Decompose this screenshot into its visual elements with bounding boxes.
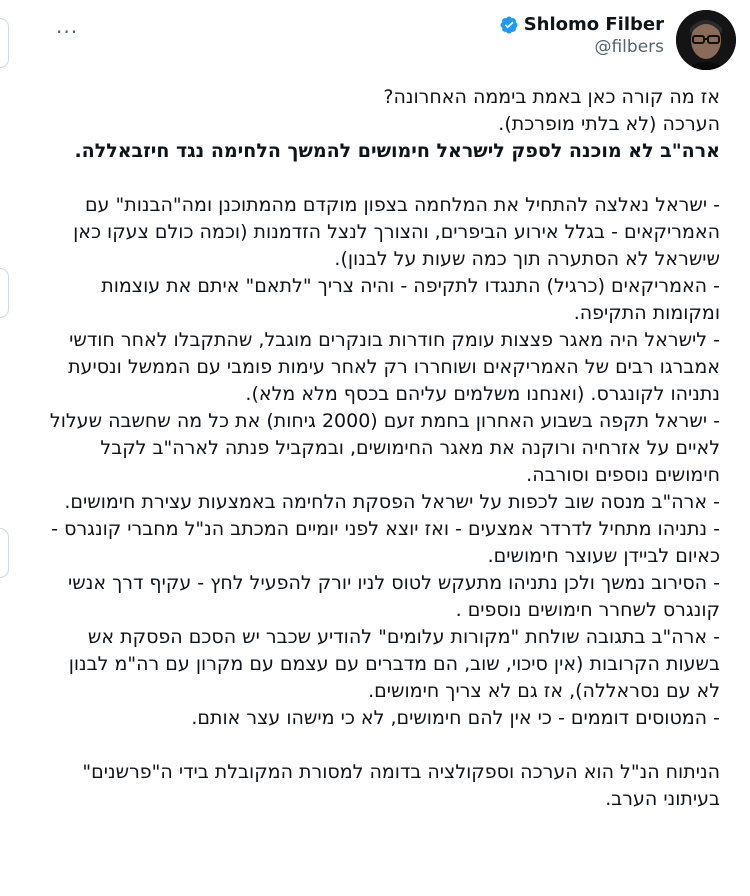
more-options-button[interactable]: ··· xyxy=(56,20,79,44)
points-list xyxy=(40,192,720,732)
list-item: - ישראל תקפה בשבוע האחרון בחמת זעם (2000 גיחות) את כל מה שחשבה שעלול לאיים על אזרחיה ורוקנה את מאגר החימושים, ובמקביל פנתה לארה"ב לקבל חימושים נוספים וסורבה. xyxy=(49,410,720,486)
author-avatar[interactable] xyxy=(676,10,736,70)
tweet-header xyxy=(0,0,750,80)
author-info[interactable] xyxy=(499,14,664,57)
list-item: - הסירוב נמשך ולכן נתניהו מתעקש לטוס לניו יורק להפעיל לחץ - עקיף דרך אנשי קונגרס לשחרר חימושים נוספים . xyxy=(68,572,720,621)
edge-card-left-3 xyxy=(0,528,9,578)
list-item: - ארה"ב בתגובה שולחת "מקורות עלומים" להודיע שכבר יש הסכם הפסקת אש בשעות הקרובות (אין סיכוי, שוב, הם מדברים עם עצמם עם מקרון עם רה"מ לבנון לא עם נסראללה), אז גם לא צריך חימושים. xyxy=(68,626,720,702)
author-name[interactable]: Shlomo Filber xyxy=(523,14,664,35)
avatar-photo-icon xyxy=(676,10,736,70)
edge-card-left-2 xyxy=(0,268,9,318)
tweet-text xyxy=(40,84,720,813)
verified-badge-icon xyxy=(499,15,519,35)
author-handle[interactable]: @filbers xyxy=(594,37,664,57)
list-item: - האמריקאים (כרגיל) התנגדו לתקיפה - והיה צריך "לתאם" איתם את עוצמות ומקומות התקיפה. xyxy=(101,275,720,324)
headline: ארה"ב לא מוכנה לספק לישראל חימושים להמשך הלחימה נגד חיזבאללה. xyxy=(74,140,720,162)
intro-line: אז מה קורה כאן באמת ביממה האחרונה? xyxy=(383,86,720,108)
closing-note: הניתוח הנ"ל הוא הערכה וספקולציה בדומה למסורת המקובלת בידי ה"פרשנים" בעיתוני הערב. xyxy=(82,761,720,810)
list-item: - המטוסים דוממים - כי אין להם חימושים, לא כי מישהו עצר אותם. xyxy=(191,707,720,729)
list-item: - נתניהו מתחיל לדרדר אמצעים - ואז יוצא לפני יומיים המכתב הנ"ל מחברי קונגרס - כאיום לביידן שעוצר חימושים. xyxy=(51,518,720,567)
list-item: - לישראל היה מאגר פצצות עומק חודרות בונקרים מוגבל, שהתקבלו לאחר חודשי אמברגו רבים של האמריקאים ושוחררו רק לאחר עימות פומבי עם הממשל ונסיעת נתניהו לקונגרס. (ואנחנו משלמים עליהם בכסף מלא מלא). xyxy=(68,329,720,405)
list-item: - ארה"ב מנסה שוב לכפות על ישראל הפסקת הלחימה באמצעות עצירת חימושים. xyxy=(64,491,720,513)
list-item: - ישראל נאלצה להתחיל את המלחמה בצפון מוקדם מהמתוכנן ומה"הבנות" עם האמריקאים - בגלל אירוע הביפרים, והצורך לנצל הזדמנות (וכמה כולם צעקו כאן שישראל לא הסתערה תוך כמה שעות על לבנון). xyxy=(73,194,720,270)
intro-line: הערכה (לא בלתי מופרכת). xyxy=(498,113,720,135)
